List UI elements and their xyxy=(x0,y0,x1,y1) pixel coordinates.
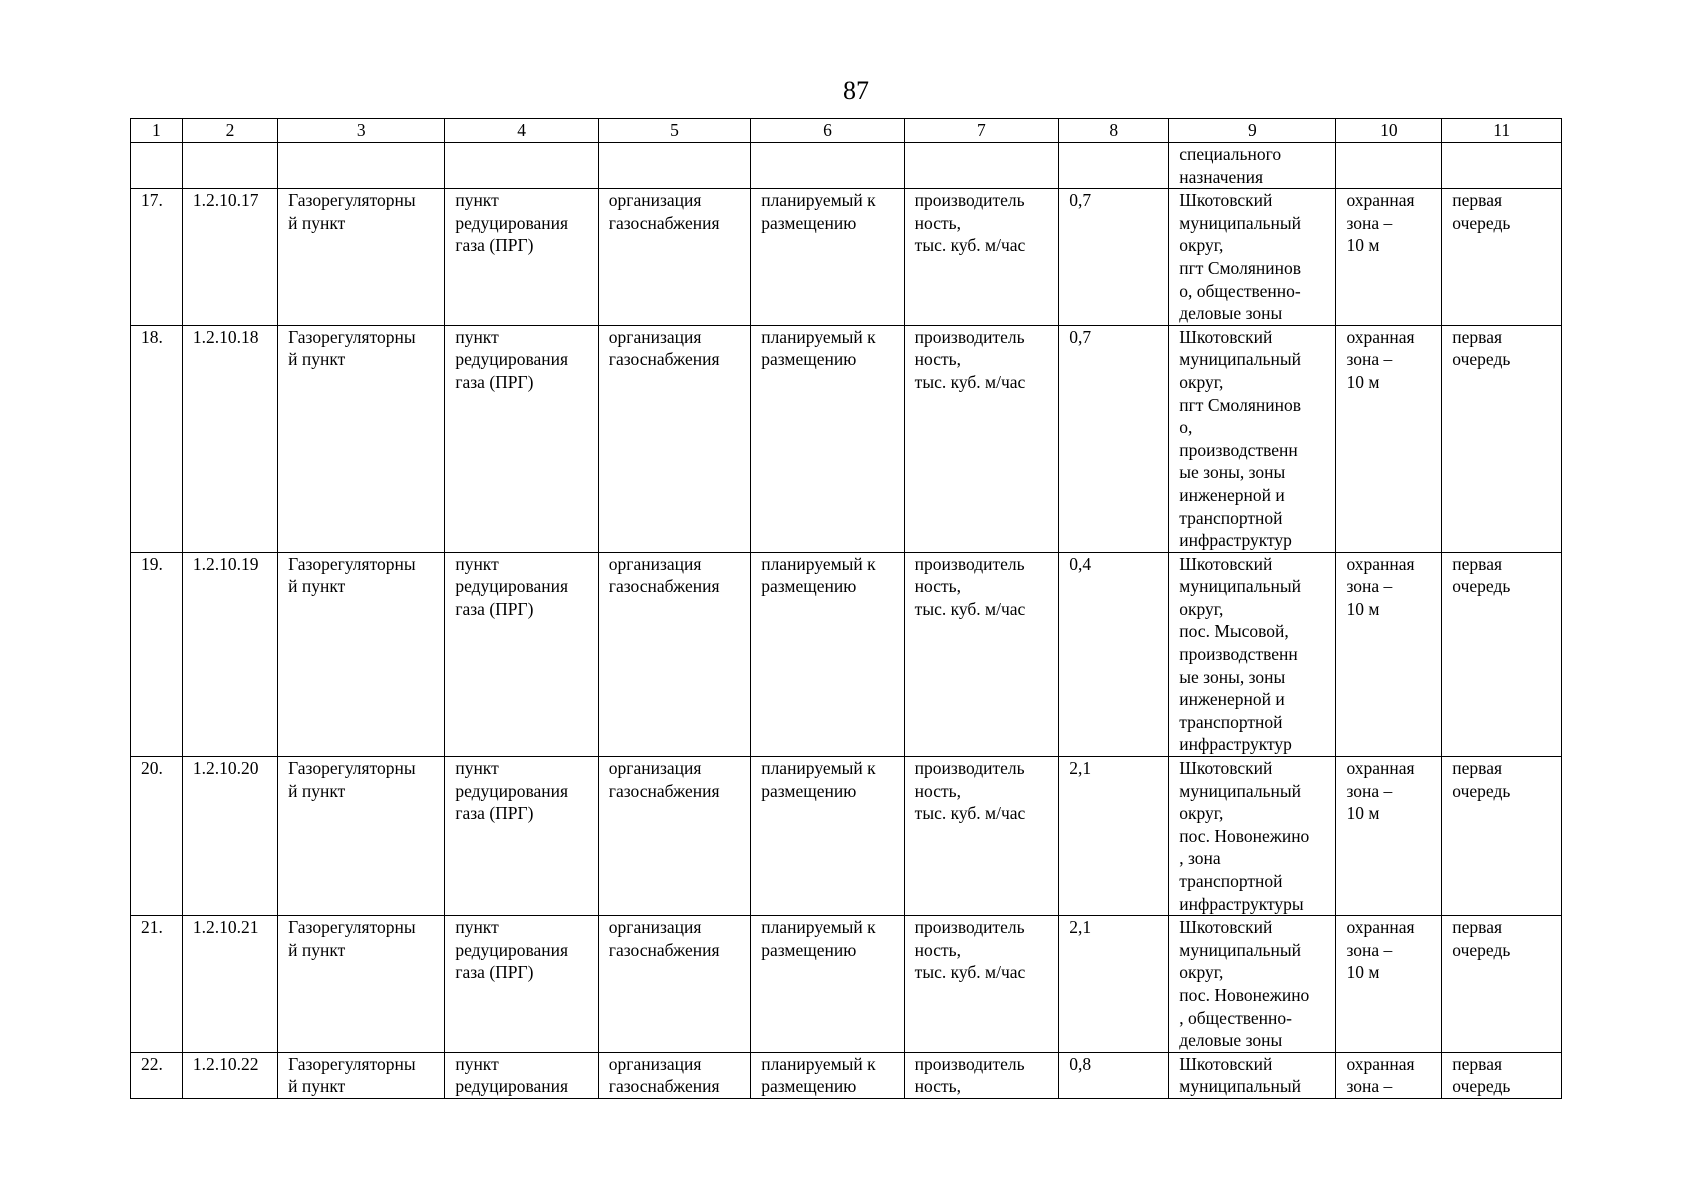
cell-line: деловые зоны xyxy=(1179,303,1283,324)
cell-line: размещению xyxy=(761,212,857,233)
cell-line: 0,4 xyxy=(1069,553,1092,574)
object-code-cell xyxy=(182,1052,277,1098)
cell-line: й пункт xyxy=(288,349,346,370)
column-number: 9 xyxy=(1169,119,1336,143)
table-row xyxy=(131,325,1562,552)
row-number-cell xyxy=(131,916,183,1053)
cell-line: тыс. куб. м/час xyxy=(914,803,1026,824)
column-number: 10 xyxy=(1336,119,1442,143)
cell-line: 2,1 xyxy=(1069,917,1092,938)
cell-line: Шкотовский xyxy=(1179,190,1273,211)
page-number: 87 xyxy=(843,76,869,105)
cell-line: пункт xyxy=(455,758,499,779)
cell-line: 10 м xyxy=(1346,235,1380,256)
cell-line: очередь xyxy=(1452,780,1511,801)
zone-cell xyxy=(1336,916,1442,1053)
cell-line: производитель xyxy=(914,758,1025,779)
cell-line: пос. Новонежино xyxy=(1179,825,1310,846)
cell-line: охранная xyxy=(1346,917,1415,938)
cell-line: производитель xyxy=(914,190,1025,211)
cell-line: ность, xyxy=(914,349,961,370)
cell-line: газа (ПРГ) xyxy=(455,962,534,983)
object-type-cell xyxy=(445,916,598,1053)
cell-line: 22. xyxy=(141,1053,163,1074)
cell-line: й пункт xyxy=(288,1076,346,1097)
cell-line: планируемый к xyxy=(761,190,876,211)
table-row xyxy=(131,189,1562,326)
column-number: 11 xyxy=(1442,119,1562,143)
object-name-cell xyxy=(278,325,445,552)
location-cell xyxy=(1169,325,1336,552)
operator-cell xyxy=(598,552,750,756)
characteristic-cell xyxy=(904,325,1059,552)
cell-line: тыс. куб. м/час xyxy=(914,371,1026,392)
object-type-cell xyxy=(445,757,598,916)
cell-line: производитель xyxy=(914,326,1025,347)
operator-cell xyxy=(598,143,750,189)
object-type-cell xyxy=(445,143,598,189)
object-code-cell xyxy=(182,143,277,189)
cell-line: очередь xyxy=(1452,212,1511,233)
cell-line: назначения xyxy=(1179,166,1264,187)
operator-cell xyxy=(598,325,750,552)
cell-line: редуцирования xyxy=(455,576,569,597)
object-code-cell xyxy=(182,189,277,326)
cell-line: редуцирования xyxy=(455,1076,569,1097)
column-number: 3 xyxy=(278,119,445,143)
characteristic-cell xyxy=(904,1052,1059,1098)
cell-line: 10 м xyxy=(1346,371,1380,392)
cell-line: размещению xyxy=(761,1076,857,1097)
zone-cell xyxy=(1336,552,1442,756)
cell-line: , общественно- xyxy=(1179,1007,1292,1028)
cell-line: пункт xyxy=(455,190,499,211)
status-cell xyxy=(751,757,904,916)
stage-cell xyxy=(1442,1052,1562,1098)
status-cell xyxy=(751,1052,904,1098)
location-cell xyxy=(1169,757,1336,916)
cell-line: ность, xyxy=(914,576,961,597)
cell-line: деловые зоны xyxy=(1179,1030,1283,1051)
cell-line: 10 м xyxy=(1346,803,1380,824)
column-number: 6 xyxy=(751,119,904,143)
characteristic-value-cell xyxy=(1059,916,1169,1053)
cell-line: очередь xyxy=(1452,349,1511,370)
cell-line: первая xyxy=(1452,917,1503,938)
cell-line: округ, xyxy=(1179,598,1224,619)
zone-cell xyxy=(1336,143,1442,189)
cell-line: редуцирования xyxy=(455,780,569,801)
operator-cell xyxy=(598,916,750,1053)
object-name-cell xyxy=(278,143,445,189)
cell-line: первая xyxy=(1452,758,1503,779)
characteristic-value-cell xyxy=(1059,757,1169,916)
cell-line: инфраструктур xyxy=(1179,734,1292,755)
cell-line: зона – xyxy=(1346,1076,1393,1097)
status-cell xyxy=(751,916,904,1053)
cell-line: зона – xyxy=(1346,212,1393,233)
cell-line: охранная xyxy=(1346,553,1415,574)
row-number-cell xyxy=(131,325,183,552)
cell-line: организация xyxy=(608,917,702,938)
characteristic-cell xyxy=(904,189,1059,326)
location-cell xyxy=(1169,1052,1336,1098)
cell-line: организация xyxy=(608,326,702,347)
cell-line: размещению xyxy=(761,576,857,597)
location-cell xyxy=(1169,143,1336,189)
cell-line: муниципальный xyxy=(1179,939,1302,960)
cell-line: муниципальный xyxy=(1179,576,1302,597)
row-number-cell xyxy=(131,143,183,189)
cell-line: охранная xyxy=(1346,1053,1415,1074)
cell-line: планируемый к xyxy=(761,553,876,574)
cell-line: ые зоны, зоны xyxy=(1179,666,1286,687)
cell-line: инженерной и xyxy=(1179,484,1285,505)
object-code-cell xyxy=(182,552,277,756)
row-number-cell xyxy=(131,757,183,916)
status-cell xyxy=(751,325,904,552)
object-name-cell xyxy=(278,189,445,326)
object-type-cell xyxy=(445,552,598,756)
cell-line: первая xyxy=(1452,1053,1503,1074)
cell-line: Газорегуляторны xyxy=(288,190,416,211)
operator-cell xyxy=(598,189,750,326)
cell-line: транспортной xyxy=(1179,711,1283,732)
cell-line: планируемый к xyxy=(761,917,876,938)
characteristic-value-cell xyxy=(1059,143,1169,189)
cell-line: 10 м xyxy=(1346,598,1380,619)
row-number-cell xyxy=(131,189,183,326)
cell-line: газоснабжения xyxy=(608,576,720,597)
table-row xyxy=(131,552,1562,756)
operator-cell xyxy=(598,757,750,916)
cell-line: ность, xyxy=(914,939,961,960)
cell-line: муниципальный xyxy=(1179,349,1302,370)
cell-line: 1.2.10.17 xyxy=(192,190,259,211)
row-number-cell xyxy=(131,552,183,756)
zone-cell xyxy=(1336,757,1442,916)
cell-line: планируемый к xyxy=(761,758,876,779)
stage-cell xyxy=(1442,757,1562,916)
status-cell xyxy=(751,143,904,189)
cell-line: организация xyxy=(608,553,702,574)
cell-line: газа (ПРГ) xyxy=(455,235,534,256)
cell-line: первая xyxy=(1452,326,1503,347)
stage-cell xyxy=(1442,916,1562,1053)
cell-line: 1.2.10.20 xyxy=(192,758,259,779)
cell-line: специального xyxy=(1179,144,1282,164)
cell-line: планируемый к xyxy=(761,326,876,347)
cell-line: Шкотовский xyxy=(1179,917,1273,938)
characteristic-value-cell xyxy=(1059,325,1169,552)
cell-line: Газорегуляторны xyxy=(288,1053,416,1074)
cell-line: 0,7 xyxy=(1069,326,1092,347)
cell-line: инфраструктуры xyxy=(1179,893,1304,914)
cell-line: округ, xyxy=(1179,962,1224,983)
cell-line: пункт xyxy=(455,1053,499,1074)
cell-line: , зона xyxy=(1179,848,1221,869)
cell-line: й пункт xyxy=(288,939,346,960)
cell-line: организация xyxy=(608,758,702,779)
cell-line: пункт xyxy=(455,917,499,938)
object-code-cell xyxy=(182,916,277,1053)
characteristic-cell xyxy=(904,757,1059,916)
column-number: 2 xyxy=(182,119,277,143)
characteristic-value-cell xyxy=(1059,189,1169,326)
object-type-cell xyxy=(445,1052,598,1098)
table-row xyxy=(131,757,1562,916)
cell-line: тыс. куб. м/час xyxy=(914,235,1026,256)
cell-line: тыс. куб. м/час xyxy=(914,962,1026,983)
cell-line: охранная xyxy=(1346,326,1415,347)
location-cell xyxy=(1169,552,1336,756)
cell-line: охранная xyxy=(1346,190,1415,211)
cell-line: о, xyxy=(1179,417,1193,438)
zone-cell xyxy=(1336,189,1442,326)
object-type-cell xyxy=(445,189,598,326)
column-number: 4 xyxy=(445,119,598,143)
continuation-row xyxy=(131,143,1562,189)
cell-line: газоснабжения xyxy=(608,780,720,801)
object-name-cell xyxy=(278,757,445,916)
object-code-cell xyxy=(182,757,277,916)
cell-line: транспортной xyxy=(1179,507,1283,528)
cell-line: ность, xyxy=(914,212,961,233)
characteristic-cell xyxy=(904,143,1059,189)
cell-line: ые зоны, зоны xyxy=(1179,462,1286,483)
location-cell xyxy=(1169,189,1336,326)
data-table xyxy=(130,118,1562,1099)
cell-line: 20. xyxy=(141,758,163,779)
characteristic-value-cell xyxy=(1059,552,1169,756)
cell-line: 0,8 xyxy=(1069,1053,1092,1074)
cell-line: округ, xyxy=(1179,235,1224,256)
cell-line: зона – xyxy=(1346,780,1393,801)
cell-line: 21. xyxy=(141,917,163,938)
cell-line: Шкотовский xyxy=(1179,758,1273,779)
cell-line: размещению xyxy=(761,780,857,801)
cell-line: газа (ПРГ) xyxy=(455,598,534,619)
cell-line: 0,7 xyxy=(1069,190,1092,211)
cell-line: 1.2.10.19 xyxy=(192,553,259,574)
cell-line: производитель xyxy=(914,553,1025,574)
cell-line: газоснабжения xyxy=(608,939,720,960)
cell-line: первая xyxy=(1452,190,1503,211)
characteristic-value-cell xyxy=(1059,1052,1169,1098)
cell-line: пункт xyxy=(455,553,499,574)
cell-line: зона – xyxy=(1346,576,1393,597)
cell-line: 19. xyxy=(141,553,163,574)
cell-line: планируемый к xyxy=(761,1053,876,1074)
cell-line: пос. Новонежино xyxy=(1179,984,1310,1005)
zone-cell xyxy=(1336,325,1442,552)
cell-line: производственн xyxy=(1179,439,1298,460)
cell-line: Шкотовский xyxy=(1179,326,1273,347)
cell-line: редуцирования xyxy=(455,939,569,960)
cell-line: инженерной и xyxy=(1179,689,1285,710)
cell-line: газоснабжения xyxy=(608,349,720,370)
cell-line: пос. Мысовой, xyxy=(1179,621,1289,642)
row-number-cell xyxy=(131,1052,183,1098)
cell-line: инфраструктур xyxy=(1179,530,1292,551)
cell-line: газоснабжения xyxy=(608,212,720,233)
cell-line: производственн xyxy=(1179,644,1298,665)
object-type-cell xyxy=(445,325,598,552)
cell-line: ность, xyxy=(914,1076,961,1097)
object-name-cell xyxy=(278,916,445,1053)
cell-line: размещению xyxy=(761,349,857,370)
cell-line: организация xyxy=(608,1053,702,1074)
cell-line: й пункт xyxy=(288,576,346,597)
cell-line: муниципальный xyxy=(1179,212,1302,233)
table-row xyxy=(131,916,1562,1053)
cell-line: Газорегуляторны xyxy=(288,553,416,574)
cell-line: редуцирования xyxy=(455,212,569,233)
operator-cell xyxy=(598,1052,750,1098)
cell-line: округ, xyxy=(1179,803,1224,824)
column-number: 7 xyxy=(904,119,1059,143)
column-number: 1 xyxy=(131,119,183,143)
cell-line: Шкотовский xyxy=(1179,1053,1273,1074)
cell-line: производитель xyxy=(914,1053,1025,1074)
cell-line: очередь xyxy=(1452,939,1511,960)
cell-line: зона – xyxy=(1346,349,1393,370)
cell-line: 18. xyxy=(141,326,163,347)
cell-line: газа (ПРГ) xyxy=(455,803,534,824)
status-cell xyxy=(751,189,904,326)
cell-line: пункт xyxy=(455,326,499,347)
cell-line: о, общественно- xyxy=(1179,280,1301,301)
cell-line: организация xyxy=(608,190,702,211)
cell-line: пгт Смолянинов xyxy=(1179,394,1301,415)
cell-line: 10 м xyxy=(1346,962,1380,983)
cell-line: пгт Смолянинов xyxy=(1179,257,1301,278)
cell-line: Газорегуляторны xyxy=(288,326,416,347)
cell-line: охранная xyxy=(1346,758,1415,779)
object-code-cell xyxy=(182,325,277,552)
characteristic-cell xyxy=(904,916,1059,1053)
stage-cell xyxy=(1442,189,1562,326)
cell-line: газа (ПРГ) xyxy=(455,371,534,392)
cell-line: 1.2.10.22 xyxy=(192,1053,259,1074)
cell-line: 17. xyxy=(141,190,163,211)
cell-line: первая xyxy=(1452,553,1503,574)
cell-line: Газорегуляторны xyxy=(288,758,416,779)
stage-cell xyxy=(1442,143,1562,189)
cell-line: 1.2.10.21 xyxy=(192,917,259,938)
cell-line: муниципальный xyxy=(1179,1076,1302,1097)
status-cell xyxy=(751,552,904,756)
column-number-row xyxy=(131,119,1562,143)
object-name-cell xyxy=(278,1052,445,1098)
table-row xyxy=(131,1052,1562,1098)
cell-line: 2,1 xyxy=(1069,758,1092,779)
cell-line: производитель xyxy=(914,917,1025,938)
cell-line: ность, xyxy=(914,780,961,801)
cell-line: редуцирования xyxy=(455,349,569,370)
zone-cell xyxy=(1336,1052,1442,1098)
cell-line: тыс. куб. м/час xyxy=(914,598,1026,619)
cell-line: й пункт xyxy=(288,212,346,233)
cell-line: очередь xyxy=(1452,1076,1511,1097)
cell-line: газоснабжения xyxy=(608,1076,720,1097)
stage-cell xyxy=(1442,552,1562,756)
column-number: 8 xyxy=(1059,119,1169,143)
cell-line: й пункт xyxy=(288,780,346,801)
characteristic-cell xyxy=(904,552,1059,756)
object-name-cell xyxy=(278,552,445,756)
cell-line: транспортной xyxy=(1179,871,1283,891)
location-cell xyxy=(1169,916,1336,1053)
cell-line: Газорегуляторны xyxy=(288,917,416,938)
cell-line: зона – xyxy=(1346,939,1393,960)
stage-cell xyxy=(1442,325,1562,552)
column-number: 5 xyxy=(598,119,750,143)
cell-line: размещению xyxy=(761,939,857,960)
cell-line: Шкотовский xyxy=(1179,553,1273,574)
cell-line: округ, xyxy=(1179,371,1224,392)
cell-line: муниципальный xyxy=(1179,780,1302,801)
cell-line: очередь xyxy=(1452,576,1511,597)
cell-line: 1.2.10.18 xyxy=(192,326,259,347)
